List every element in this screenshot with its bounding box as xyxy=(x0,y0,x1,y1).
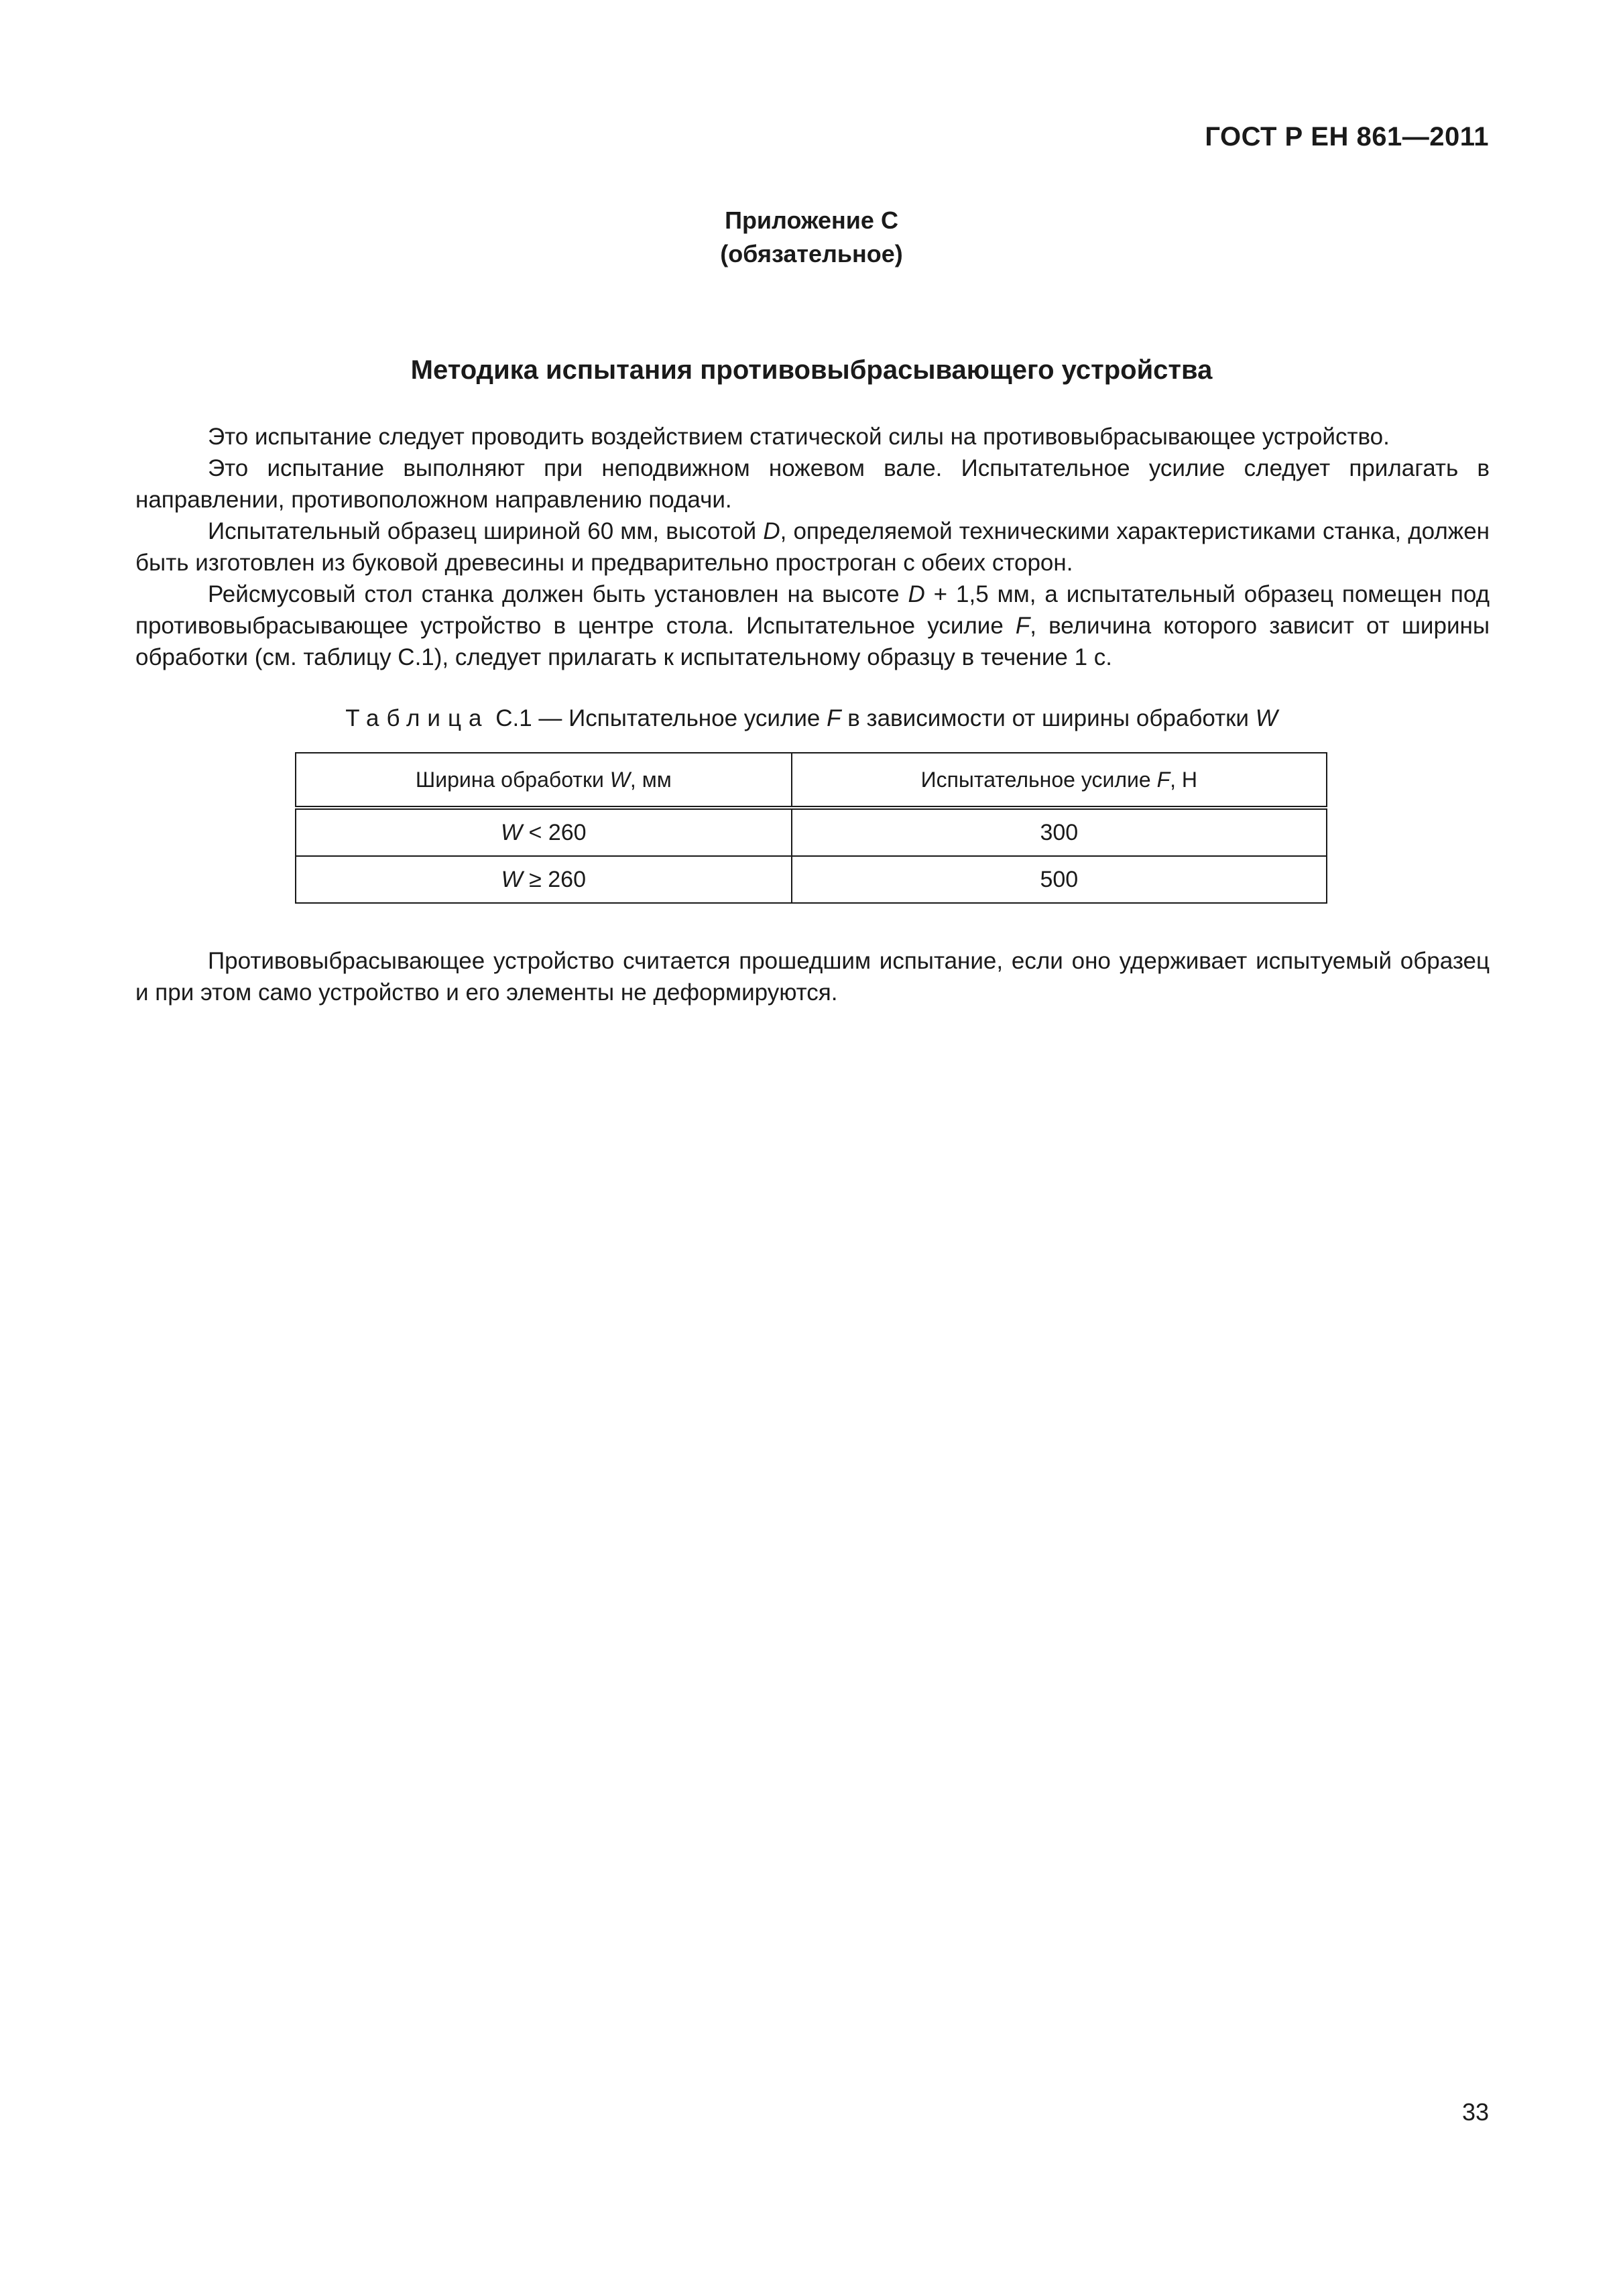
header-force-unit: , Н xyxy=(1170,767,1198,792)
header-width-unit: , мм xyxy=(629,767,672,792)
table-header-row xyxy=(296,753,1327,808)
variable-d: D xyxy=(763,518,780,544)
cell-width xyxy=(296,856,792,903)
paragraph-4-part-2: + 1,5 мм, а испытательный образец помещен под противовыбрасывающее устройство в центре стола. Испытательное усилие xyxy=(135,581,1490,639)
table-caption-text: С.1 — Испытательное усилие xyxy=(489,705,827,731)
annex-title: Приложение С xyxy=(725,206,898,234)
table-caption-var-w: W xyxy=(1255,705,1278,731)
body-text xyxy=(135,421,1490,673)
table-row xyxy=(296,856,1327,903)
document-code: ГОСТ Р ЕН 861—2011 xyxy=(1205,122,1489,152)
table-row xyxy=(296,808,1327,856)
page-number: 33 xyxy=(1461,2098,1489,2126)
force-table xyxy=(295,752,1327,904)
cell-width xyxy=(296,808,792,856)
cell-width-cond: ≥ 260 xyxy=(522,866,586,892)
variable-d: D xyxy=(908,581,925,607)
header-force-text: Испытательное усилие xyxy=(920,767,1157,792)
table-caption-text-2: в зависимости от ширины обработки xyxy=(841,705,1256,731)
cell-width-cond: < 260 xyxy=(522,819,587,845)
closing-text: Противовыбрасывающее устройство считается прошедшим испытание, если оно удерживает испытуемый образец и при этом само устройство и его элементы не деформируются. xyxy=(135,948,1490,1006)
cell-width-var: W xyxy=(501,866,523,892)
cell-force: 500 xyxy=(792,856,1327,903)
cell-width-var: W xyxy=(501,819,523,845)
annex-heading xyxy=(0,204,1623,271)
annex-status: (обязательное) xyxy=(720,240,903,267)
cell-force: 300 xyxy=(792,808,1327,856)
table-caption-label: Таблица xyxy=(345,705,489,731)
paragraph-4 xyxy=(135,579,1490,673)
section-title: Методика испытания противовыбрасывающего устройства xyxy=(410,355,1213,385)
header-width-var: W xyxy=(609,767,630,792)
header-width-text: Ширина обработки xyxy=(415,767,610,792)
paragraph-4-part-1: Рейсмусовый стол станка должен быть установлен на высоте xyxy=(208,581,908,607)
table-caption xyxy=(0,705,1623,732)
paragraph-4-part-3: , величина которого зависит от ширины обработки (см. таблицу С.1), следует прилагать к испытательному образцу в течение 1 с. xyxy=(135,613,1490,670)
closing-paragraph xyxy=(135,945,1490,1008)
paragraph-1: Это испытание следует проводить воздействием статической силы на противовыбрасывающее устройство. xyxy=(208,424,1390,450)
paragraph-2: Это испытание выполняют при неподвижном ножевом вале. Испытательное усилие следует прилагать в направлении, противоположном направлению подачи. xyxy=(135,455,1490,513)
paragraph-3-part-1: Испытательный образец шириной 60 мм, высотой xyxy=(208,518,764,544)
variable-f: F xyxy=(1015,613,1030,639)
header-force-var: F xyxy=(1156,767,1170,792)
paragraph-3 xyxy=(135,516,1490,579)
table-caption-var-f: F xyxy=(827,705,841,731)
header-width xyxy=(296,753,792,808)
paragraph-3-part-2: , определяемой техническими характеристиками станка, должен быть изготовлен из буковой древесины и предварительно простроган с обеих сторон. xyxy=(135,518,1490,576)
header-force xyxy=(792,753,1327,808)
